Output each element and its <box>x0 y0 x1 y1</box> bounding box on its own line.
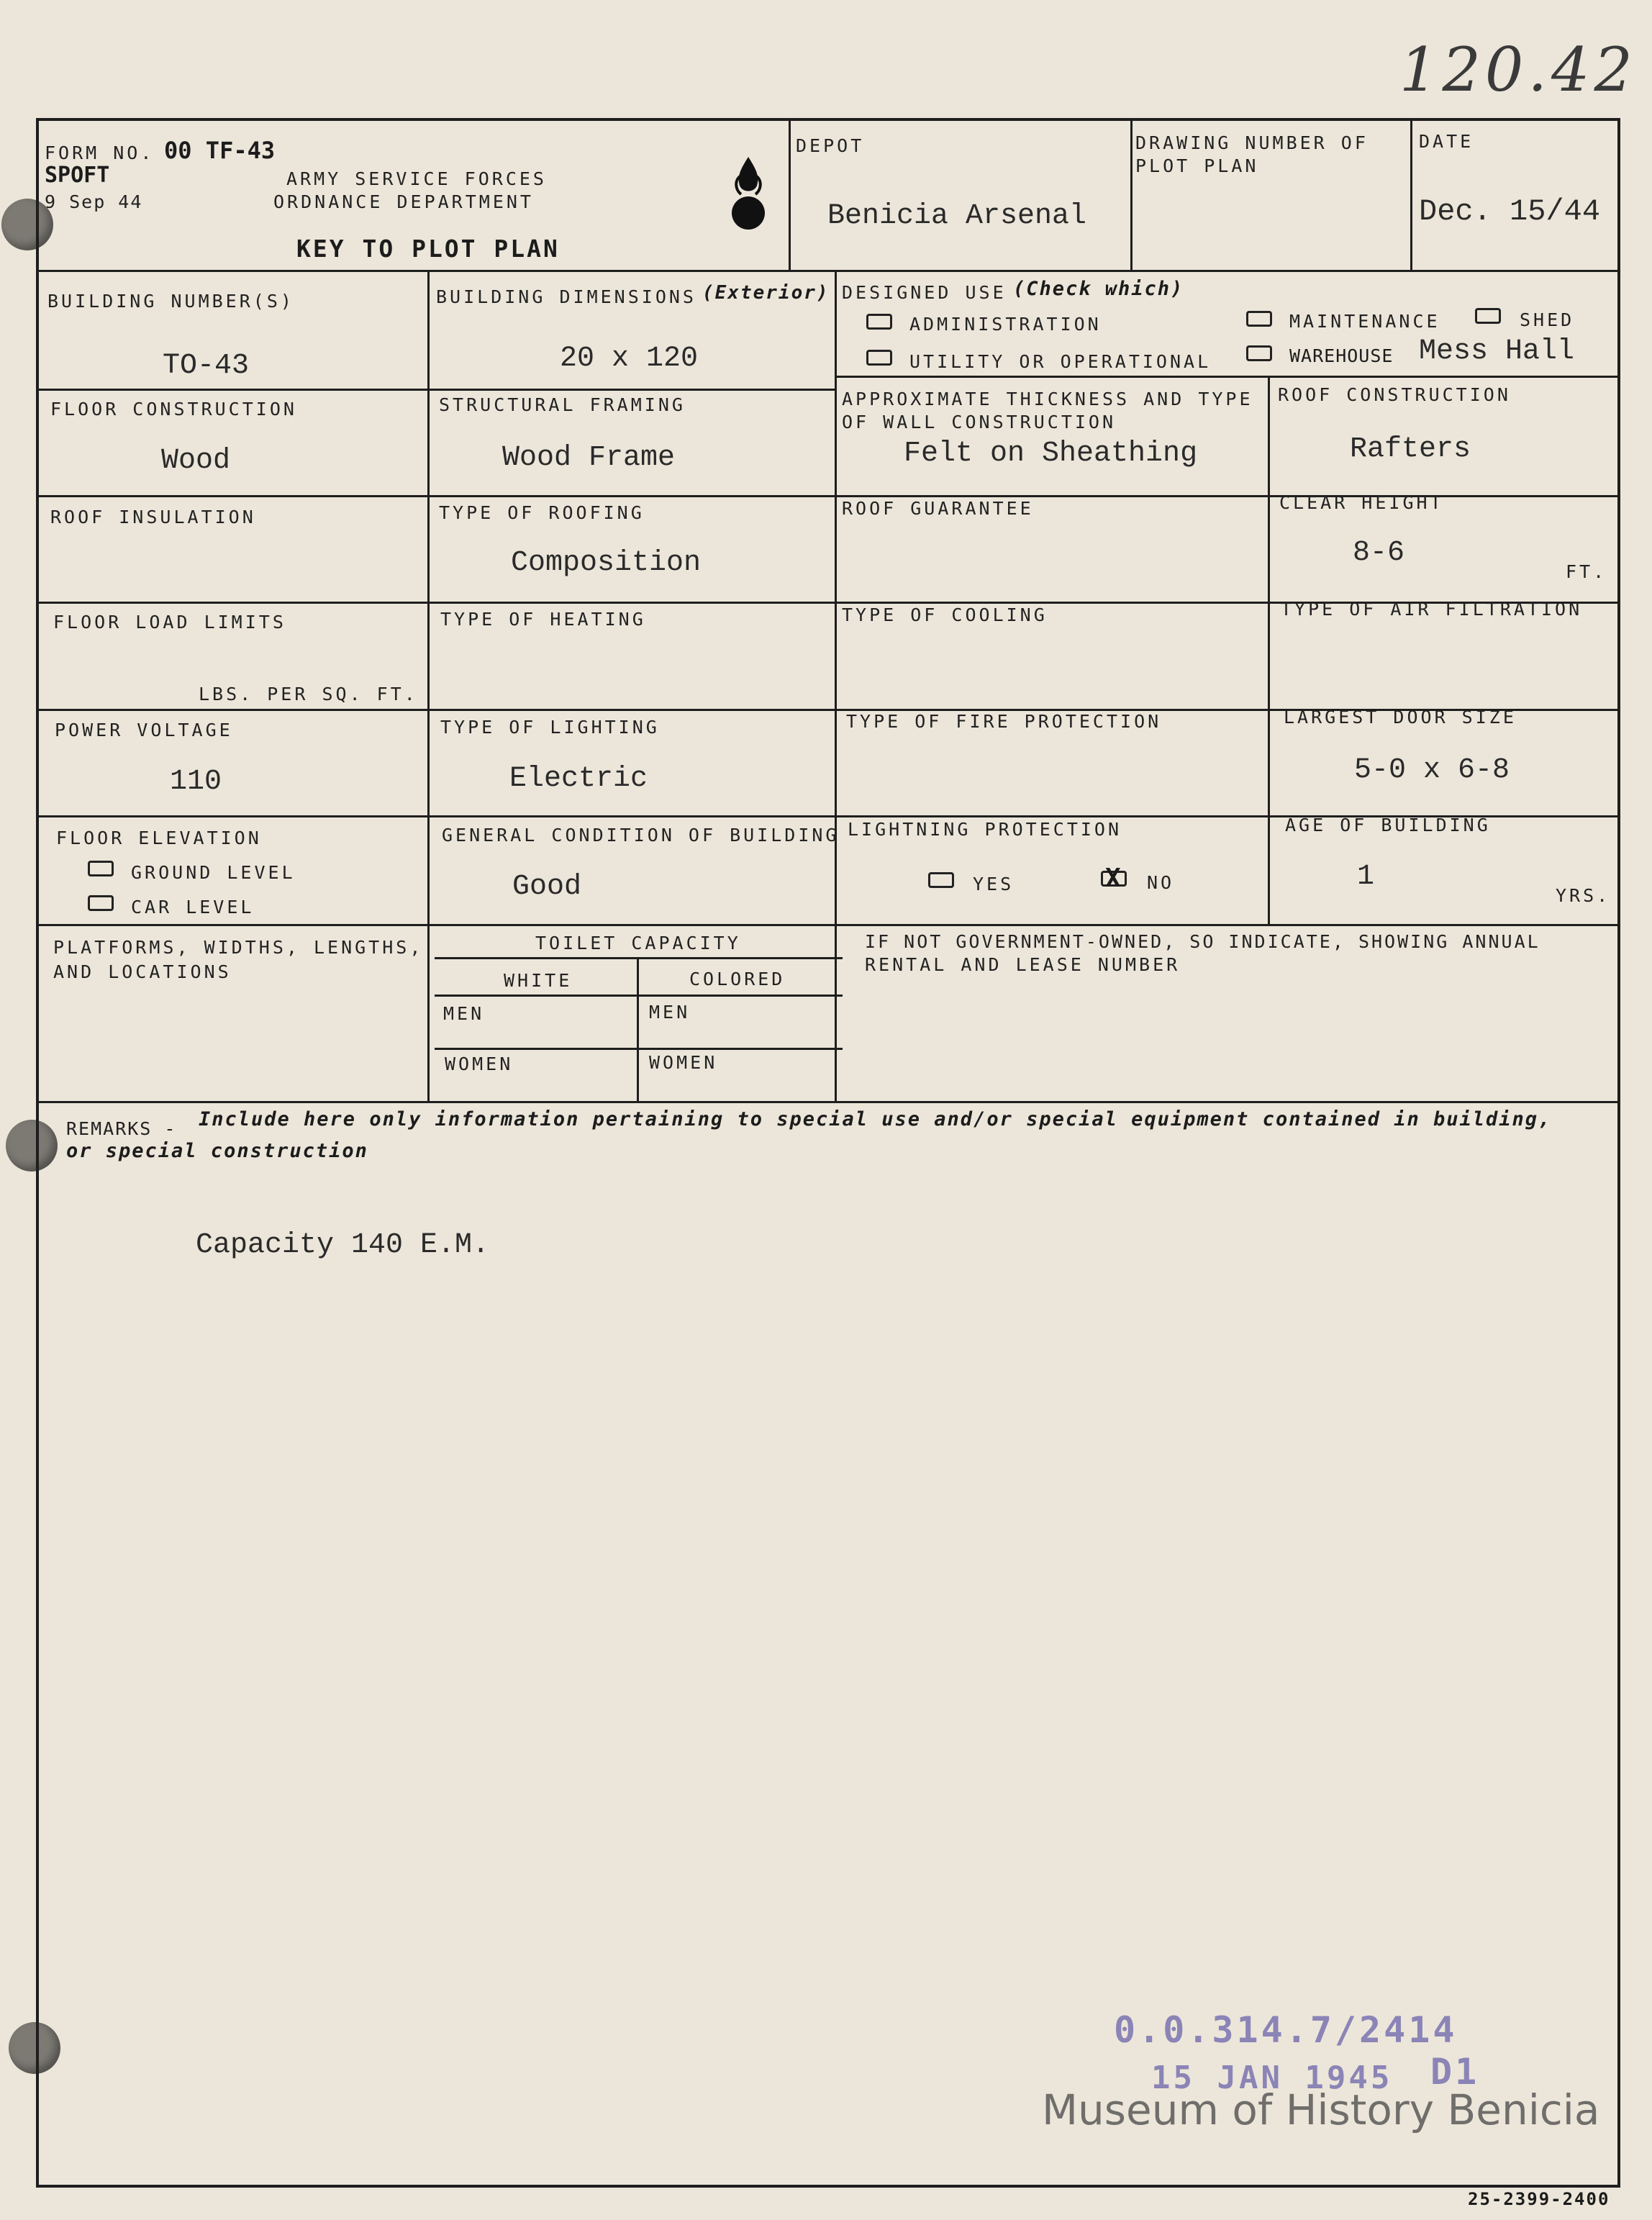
wall-construction-label-1: APPROXIMATE THICKNESS AND TYPE <box>842 389 1253 409</box>
floor-load-unit: LBS. PER SQ. FT. <box>199 684 418 704</box>
type-of-cooling-label: TYPE OF COOLING <box>842 604 1048 625</box>
age-of-building-value: 1 <box>1357 861 1375 893</box>
floor-construction-label: FLOOR CONSTRUCTION <box>50 399 297 420</box>
depot-value: Benicia Arsenal <box>827 200 1087 232</box>
floor-elevation-label: FLOOR ELEVATION <box>56 828 262 848</box>
air-filtration-label: TYPE OF AIR FILTRATION <box>1281 599 1583 620</box>
remarks-value: Capacity 140 E.M. <box>196 1229 490 1261</box>
age-of-building-label: AGE OF BUILDING <box>1285 815 1491 835</box>
toilet-white-men-label: MEN <box>443 1003 485 1024</box>
shed-checkbox[interactable] <box>1475 308 1501 324</box>
floor-construction-value: Wood <box>161 445 231 477</box>
ordnance-bomb-icon <box>727 154 770 233</box>
museum-watermark: Museum of History Benicia <box>1042 2085 1600 2134</box>
utility-checkbox[interactable] <box>866 350 892 366</box>
floor-load-label: FLOOR LOAD LIMITS <box>53 612 286 633</box>
car-level-checkbox[interactable] <box>88 895 114 911</box>
clear-height-unit: FT. <box>1566 561 1607 582</box>
remarks-note-2: or special construction <box>66 1140 368 1162</box>
type-of-roofing-value: Composition <box>511 547 702 579</box>
form-date: 9 Sep 44 <box>45 191 143 212</box>
lightning-yes-label: YES <box>973 874 1015 894</box>
building-dimensions-note: (Exterior) <box>702 282 830 304</box>
building-dimensions-value: 20 x 120 <box>560 343 699 375</box>
designed-use-note: (Check which) <box>1013 278 1184 300</box>
toilet-colored-women-label: WOMEN <box>649 1052 718 1073</box>
general-condition-value: Good <box>512 871 582 903</box>
building-number-label: BUILDING NUMBER(S) <box>47 291 294 312</box>
form-agency: SPOFT <box>45 163 110 188</box>
structural-framing-value: Wood Frame <box>502 442 676 474</box>
lightning-yes-checkbox[interactable] <box>928 872 954 888</box>
administration-label: ADMINISTRATION <box>909 314 1102 335</box>
clear-height-value: 8-6 <box>1353 537 1405 569</box>
footer-code: 25-2399-2400 <box>1468 2189 1610 2209</box>
toilet-colored-men-label: MEN <box>649 1002 691 1023</box>
building-dimensions-label: BUILDING DIMENSIONS <box>436 286 696 307</box>
lightning-no-label: NO <box>1147 872 1175 893</box>
receipt-stamp-line-1: 0.0.314.7/2414 <box>1114 2009 1458 2051</box>
handwritten-number: 120.42 <box>1399 35 1637 105</box>
administration-checkbox[interactable] <box>866 314 892 330</box>
date-label: DATE <box>1419 131 1474 152</box>
roof-construction-label: ROOF CONSTRUCTION <box>1278 384 1511 405</box>
building-number-value: TO-43 <box>163 350 250 382</box>
drawing-label-1: DRAWING NUMBER OF <box>1135 132 1369 153</box>
form-title: KEY TO PLOT PLAN <box>296 235 560 263</box>
toilet-colored-label: COLORED <box>689 969 786 989</box>
age-of-building-unit: YRS. <box>1556 885 1611 906</box>
drawing-label-2: PLOT PLAN <box>1135 155 1259 176</box>
fire-protection-label: TYPE OF FIRE PROTECTION <box>846 711 1162 732</box>
date-value: Dec. 15/44 <box>1419 194 1601 229</box>
power-voltage-value: 110 <box>170 766 222 798</box>
general-condition-label: GENERAL CONDITION OF BUILDING <box>442 825 840 846</box>
remarks-label: REMARKS - <box>66 1118 177 1139</box>
receipt-stamp-line-3: D1 <box>1430 2051 1480 2093</box>
designed-use-label: DESIGNED USE <box>842 282 1007 303</box>
clear-height-label: CLEAR HEIGHT <box>1279 492 1444 513</box>
org-line-2: ORDNANCE DEPARTMENT <box>273 191 534 212</box>
form-no-label: FORM NO. <box>45 142 155 163</box>
maintenance-checkbox[interactable] <box>1246 311 1272 327</box>
platforms-label-1: PLATFORMS, WIDTHS, LENGTHS, <box>53 937 424 958</box>
shed-label: SHED <box>1520 309 1575 330</box>
type-of-roofing-label: TYPE OF ROOFING <box>439 502 645 523</box>
toilet-white-women-label: WOMEN <box>445 1054 514 1074</box>
wall-construction-label-2: OF WALL CONSTRUCTION <box>842 412 1117 432</box>
lightning-protection-label: LIGHTNING PROTECTION <box>848 819 1122 840</box>
not-government-label-1: IF NOT GOVERNMENT-OWNED, SO INDICATE, SHOWING ANNUAL <box>865 931 1540 952</box>
warehouse-label: WAREHOUSE <box>1289 345 1394 366</box>
roof-guarantee-label: ROOF GUARANTEE <box>842 498 1034 519</box>
maintenance-label: MAINTENANCE <box>1289 311 1440 332</box>
car-level-label: CAR LEVEL <box>131 897 255 918</box>
power-voltage-label: POWER VOLTAGE <box>55 720 233 740</box>
form-no-value: 00 TF-43 <box>164 137 276 164</box>
roof-insulation-label: ROOF INSULATION <box>50 507 256 527</box>
lightning-no-check-mark: X <box>1105 864 1121 893</box>
not-government-label-2: RENTAL AND LEASE NUMBER <box>865 954 1181 975</box>
type-of-lighting-label: TYPE OF LIGHTING <box>440 717 660 738</box>
receipt-stamp-line-2: 15 JAN 1945 <box>1151 2060 1393 2096</box>
ground-level-checkbox[interactable] <box>88 861 114 876</box>
roof-construction-value: Rafters <box>1350 433 1471 466</box>
platforms-label-2: AND LOCATIONS <box>53 961 232 982</box>
largest-door-label: LARGEST DOOR SIZE <box>1284 707 1517 728</box>
depot-label: DEPOT <box>796 135 865 156</box>
utility-label: UTILITY OR OPERATIONAL <box>909 351 1212 372</box>
designed-use-written: Mess Hall <box>1419 335 1575 368</box>
largest-door-value: 5-0 x 6-8 <box>1354 754 1510 787</box>
structural-framing-label: STRUCTURAL FRAMING <box>439 394 686 415</box>
type-of-heating-label: TYPE OF HEATING <box>440 609 646 630</box>
type-of-lighting-value: Electric <box>509 763 648 795</box>
toilet-white-label: WHITE <box>504 970 573 991</box>
org-line-1: ARMY SERVICE FORCES <box>286 168 547 189</box>
warehouse-checkbox[interactable] <box>1246 345 1272 361</box>
wall-construction-value: Felt on Sheathing <box>904 438 1198 470</box>
remarks-note-1: Include here only information pertaining to special use and/or special equipment contained in building, <box>199 1108 1552 1131</box>
toilet-capacity-label: TOILET CAPACITY <box>535 933 741 953</box>
ground-level-label: GROUND LEVEL <box>131 862 296 883</box>
